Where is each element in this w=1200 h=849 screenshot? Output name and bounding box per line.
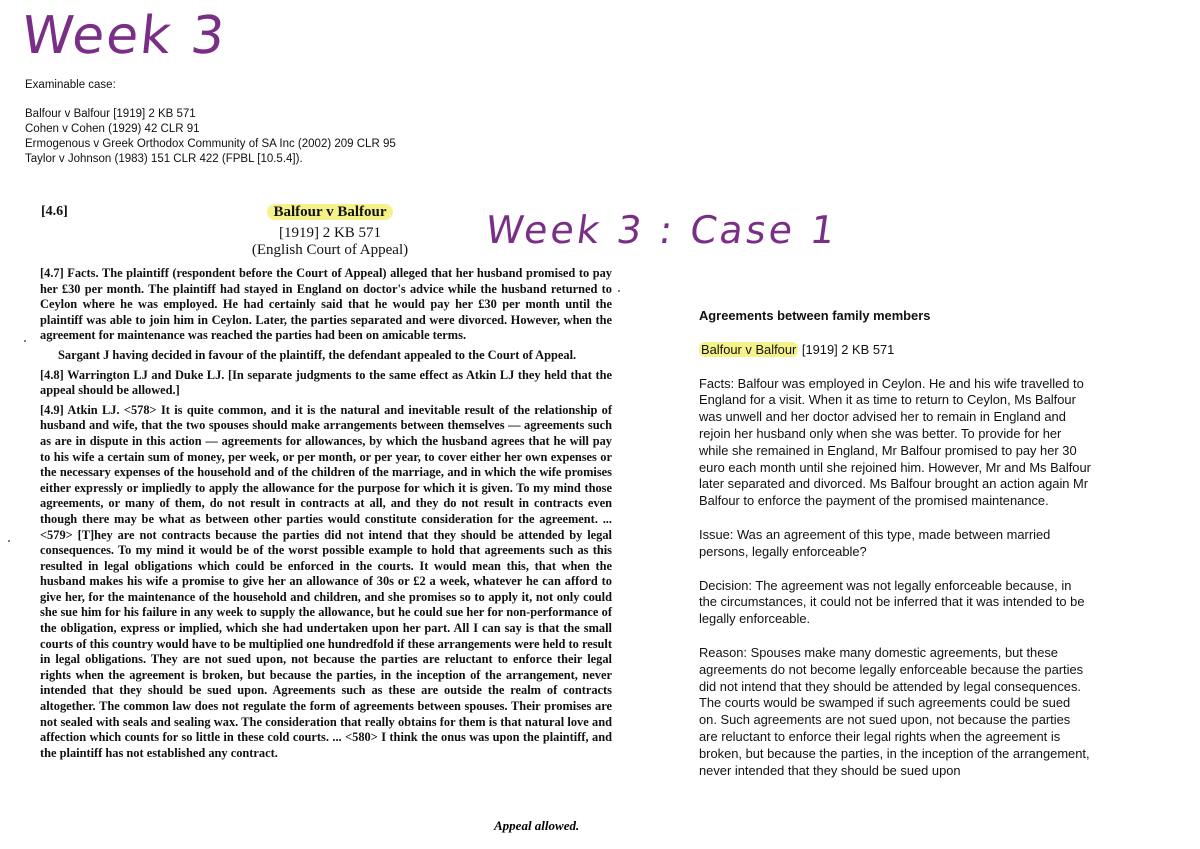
handwritten-title: Week 3 [18, 6, 230, 66]
scan-para-4-8: [4.8] Warrington LJ and Duke LJ. [In separate judgments to the same effect as Atkin LJ they held that the appeal should be allowed.] [40, 367, 612, 398]
summary-case-name: Balfour v Balfour [701, 341, 797, 357]
summary-reason: Reason: Spouses make many domestic agreements, but these agreements do not become legally enforceable because the parties did not intend that they should be attended by legal consequences. The courts would be swamped if such agreements could be sued on. Such agreements are not sued upon, not because the parties are reluctant to enforce their legal rights when the agreement is broken, but because the parties, in the inception of the arrangement, never intended that they should be sued upon [699, 644, 1090, 778]
scan-paragraph-number: [4.6] [41, 204, 68, 219]
examinable-label: Examinable case: [25, 79, 116, 91]
scan-speck [618, 290, 620, 292]
scan-para-4-9: [4.9] Atkin LJ. <578> It is quite common, and it is the natural and inevitable result of the relationship of husband and wife, that the two spouses should make arrangements between themselves — agreements such as are in dispute in this action — agreements for allowances, by which the husband agrees that he will pay to his wife a certain sum of money, per week, or per month, or per year, to cover either her own expenses or the necessary expenses of the household and of the children of the marriage, and in which the wife promises either expressly or impliedly to apply the allowance for the purpose for which it is given. To my mind those agreements, or many of them, do not result in contracts at all, and they do not result in contracts even though there may be what as between other parties would constitute consideration for the agreement. ... <579> [T]hey are not contracts because the parties did not intend that they should be attended by legal consequences. To my mind it would be of the worst possible example to hold that agreements such as this resulted in legal obligations which could be enforced in the courts. It would mean this, that when the husband makes his wife a promise to give her an allowance of 30s or £2 a week, whatever he can afford to give her, for the maintenance of the household and children, and she promises so to apply it, not only could she sue him for his failure in any week to supply the allowance, but he could sue her for non-performance of the obligation, express or implied, which she had undertaken upon her part. All I can say is that the small courts of this country would have to be multiplied one hundredfold if these arrangements were held to result in legal obligations. They are not sued upon, not because the parties are reluctant to enforce their legal rights when the agreement is broken, but because the parties, in the inception of the arrangement, never intended that they should be sued upon. Agreements such as these are outside the realm of contracts altogether. The common law does not regulate the form of agreements between spouses. Their promises are not sealed with seals and sealing wax. The consideration that really obtains for them is that natural love and affection which counts for so little in these cold courts. ... <580> I think the onus was upon the plaintiff, and the plaintiff has not established any contract. [40, 402, 612, 760]
scan-speck [8, 540, 10, 542]
summary-issue: Issue: Was an agreement of this type, made between married persons, legally enforceable? [699, 526, 1051, 559]
scan-court: (English Court of Appeal) [251, 242, 409, 258]
examinable-case: Balfour v Balfour [1919] 2 KB 571 [25, 108, 196, 120]
scan-case-heading [210, 204, 450, 259]
scan-para-sargant: Sargant J having decided in favour of the plaintiff, the defendant appealed to the Court of Appeal. [58, 347, 577, 362]
examinable-case: Ermogenous v Greek Orthodox Community of SA Inc (2002) 209 CLR 95 [25, 138, 396, 150]
scanned-judgment-text [40, 266, 612, 765]
summary-decision: Decision: The agreement was not legally enforceable because, in the circumstances, it could not be inferred that it was intended to be legally enforceable. [699, 577, 1085, 627]
scan-case-name: Balfour v Balfour [267, 204, 392, 220]
examinable-case-list [25, 107, 396, 167]
handwritten-case-label: Week 3 : Case 1 [482, 208, 841, 252]
summary-heading: Agreements between family members [699, 308, 931, 323]
examinable-case: Taylor v Johnson (1983) 151 CLR 422 (FPBL [10.5.4]). [25, 153, 303, 165]
summary-citation-rest: [1919] 2 KB 571 [798, 341, 895, 357]
examinable-case: Cohen v Cohen (1929) 42 CLR 91 [25, 123, 200, 135]
summary-citation [699, 342, 1091, 359]
scan-speck [24, 340, 26, 342]
scan-appeal-allowed: Appeal allowed. [494, 818, 580, 833]
summary-facts: Facts: Balfour was employed in Ceylon. He and his wife travelled to England for a visit. When it as time to return to Ceylon, Ms Balfour was unwell and her doctor advised her to remain in England and rejoin her husband only when she was better. To provide for her while she remained in England, Mr Balfour promised to pay her 30 euro each month until she rejoined him. However, Mr and Ms Balfour later separated and divorced. Ms Balfour brought an action again Mr Balfour to enforce the payment of the promised maintenance. [699, 375, 1091, 509]
scan-citation: [1919] 2 KB 571 [278, 225, 382, 241]
scan-para-4-7: [4.7] Facts. The plaintiff (respondent before the Court of Appeal) alleged that her husband promised to pay her £30 per month. The plaintiff had stayed in England on doctor's advice while the husband returned to Ceylon where he was employed. He had certainly said that he would pay her £30 per month until the plaintiff was able to join him in Ceylon. Later, the parties separated and were divorced. However, when the agreement for maintenance was reached the parties had been on amicable terms. [40, 266, 612, 343]
case-summary [699, 308, 1091, 796]
